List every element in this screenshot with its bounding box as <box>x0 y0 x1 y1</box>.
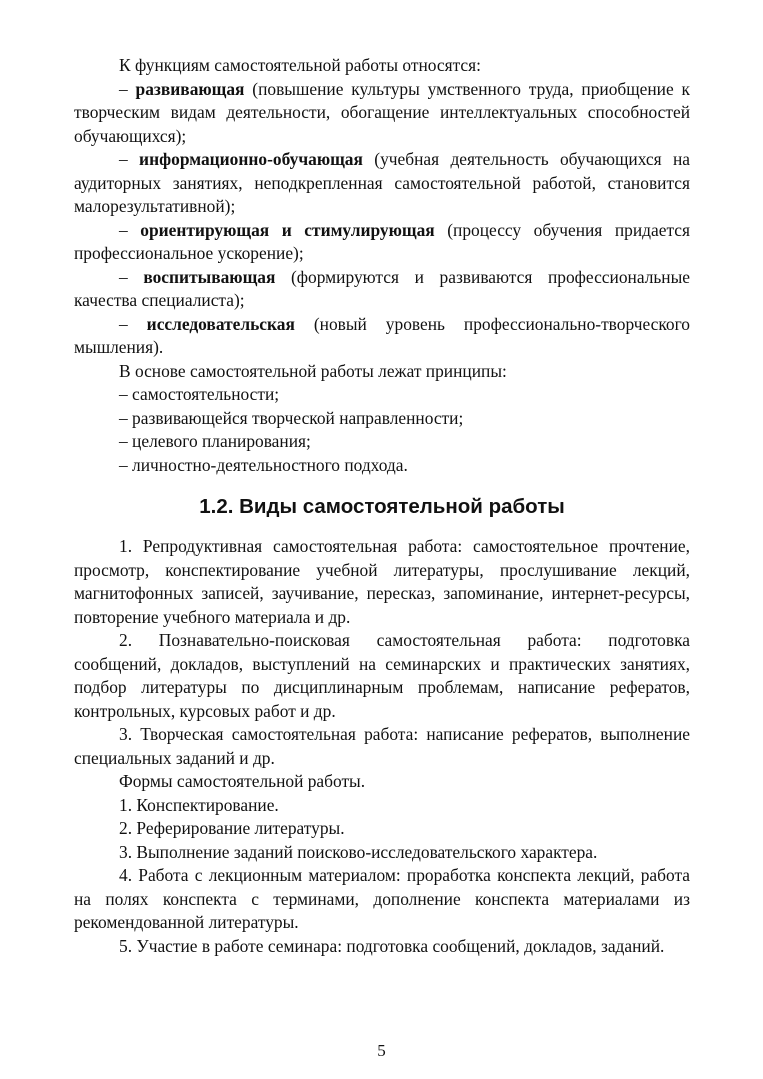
principle-item: – развивающейся творческой направленности; <box>119 407 464 428</box>
function-term: воспитывающая <box>143 266 276 287</box>
forms-intro: Формы самостоятельной работы. <box>119 771 366 791</box>
function-term: развивающая <box>135 78 245 99</box>
form-item: 4. Работа с лекционным материалом: проработка конспекта лекций, работа на полях конспекта с терминами, дополнение конспекта материалами из рекомендованной литературы. <box>74 865 690 932</box>
function-item-research <box>74 313 690 360</box>
item-dash: – <box>119 266 144 287</box>
work-type-reproductive: 1. Репродуктивная самостоятельная работа: самостоятельное прочтение, просмотр, конспектирование учебной литературы, прослушивание лекций, магнитофонных записей, заучивание, пересказ, запоминание, интернет-ресурсы, повторение учебного материала и др. <box>74 536 690 627</box>
function-item-developing <box>74 78 690 149</box>
form-item: 1. Конспектирование. <box>119 794 279 815</box>
principle-item: – личностно-деятельностного подхода. <box>119 454 408 475</box>
function-description: (учебная деятельность обучающихся на аудиторных занятиях, неподкрепленная самостоятельной работой, становится малорезультативной); <box>74 149 690 216</box>
function-description: (процессу обучения придается профессиональное ускорение); <box>74 219 690 263</box>
item-dash: – <box>119 313 147 334</box>
page-body <box>74 54 690 958</box>
form-item: 2. Реферирование литературы. <box>119 818 345 838</box>
function-item-informational <box>74 148 690 219</box>
function-description: (формируются и развиваются профессиональные качества специалиста); <box>74 266 691 310</box>
function-term: информационно-обучающая <box>139 149 363 169</box>
item-dash: – <box>119 149 140 169</box>
item-dash: – <box>119 78 136 99</box>
principle-item: – самостоятельности; <box>119 384 280 404</box>
functions-intro: К функциям самостоятельной работы относятся: <box>119 55 481 75</box>
function-term: исследовательская <box>146 313 295 334</box>
function-description: (новый уровень профессионально-творческого мышления). <box>74 313 690 357</box>
page-number: 5 <box>377 1041 386 1060</box>
principles-intro: В основе самостоятельной работы лежат принципы: <box>119 360 507 381</box>
form-item: 3. Выполнение заданий поисково-исследовательского характера. <box>119 841 598 862</box>
item-dash: – <box>119 219 141 240</box>
function-description: (повышение культуры умственного труда, приобщение к творческим видам деятельности, обогащение интеллектуальных способностей обучающихся); <box>74 78 690 146</box>
principle-item: – целевого планирования; <box>119 431 311 451</box>
work-type-search: 2. Познавательно-поисковая самостоятельная работа: подготовка сообщений, докладов, выступлений на семинарских и практических занятиях, подбор литературы по дисциплинарным проблемам, написание рефератов, контрольных, курсовых работ и др. <box>74 630 690 721</box>
section-heading: 1.2. Виды самостоятельной работы <box>199 495 565 518</box>
function-item-educating <box>74 266 690 313</box>
function-term: ориентирующая и стимулирующая <box>140 219 435 240</box>
form-item: 5. Участие в работе семинара: подготовка сообщений, докладов, заданий. <box>119 935 665 956</box>
function-item-orienting <box>74 219 690 266</box>
work-type-creative: 3. Творческая самостоятельная работа: написание рефератов, выполнение специальных заданий и др. <box>74 724 690 768</box>
